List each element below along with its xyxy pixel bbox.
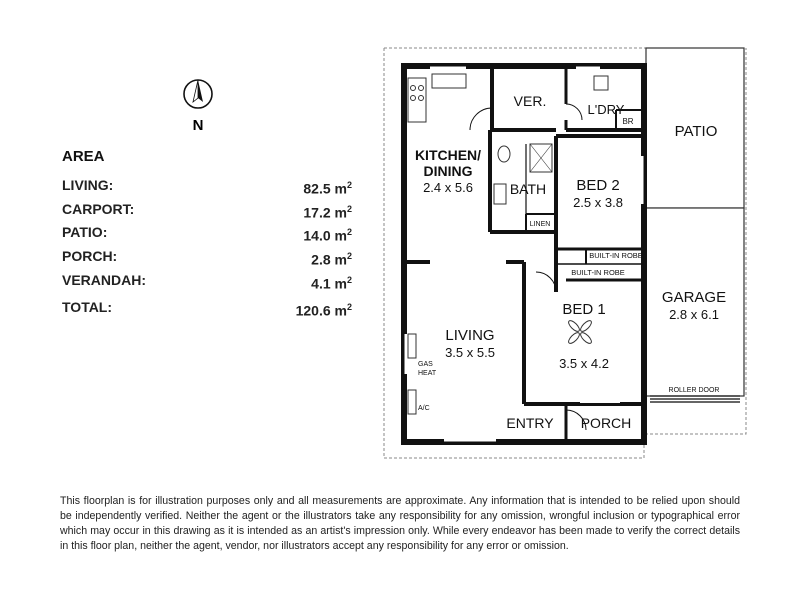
area-row-patio xyxy=(62,222,352,246)
garage-label: GARAGE xyxy=(661,289,727,306)
br-label: BR xyxy=(622,117,634,126)
disclaimer-text: This floorplan is for illustration purposes only and all measurements are approximate. Any information that is intended to be relied upon should be independently verified. Neither the agent or the illustrators take any responsibility for any omission, wrongful inclusion or typographical error which may occur in this drawing as it is intended as an artist's impression only. While every endeavor has been made to verify the correct details in this floor plan, neither the agent, vendor, nor illustrators accept any responsibility for any error or omission. xyxy=(60,495,740,552)
area-row-verandah xyxy=(62,270,352,294)
stove-icon xyxy=(408,78,426,122)
floor-plan xyxy=(380,44,750,464)
ver-label: VER. xyxy=(513,93,547,109)
area-label: TOTAL: xyxy=(62,299,113,316)
ac-label: A/C xyxy=(418,405,430,412)
toilet-icon xyxy=(498,146,510,162)
vanity-icon xyxy=(494,184,506,204)
area-label: VERANDAH: xyxy=(62,271,146,288)
north-compass xyxy=(178,76,218,136)
porch-label: PORCH xyxy=(580,415,632,431)
area-value: 4.1 $m^2$ xyxy=(311,274,352,292)
bed1-dims: 3.5 x 4.2 xyxy=(559,356,609,371)
area-label: CARPORT: xyxy=(62,200,135,217)
heat-label: HEAT xyxy=(418,370,437,377)
area-label: LIVING: xyxy=(62,177,114,193)
living-dims: 3.5 x 5.5 xyxy=(445,345,495,360)
gas-heater-icon xyxy=(408,334,416,358)
gas-label: GAS xyxy=(418,361,433,368)
north-label: N xyxy=(192,117,204,134)
area-title: AREA xyxy=(62,148,105,165)
area-summary xyxy=(62,148,352,321)
garage-dims: 2.8 x 6.1 xyxy=(669,307,719,322)
area-value: 120.6 $m^2$ xyxy=(295,302,352,319)
laundry-label: L'DRY xyxy=(587,102,625,117)
bath-label: BATH xyxy=(509,181,547,197)
ceiling-fan-icon xyxy=(567,319,593,345)
bed1-label: BED 1 xyxy=(562,301,606,318)
bed2-label: BED 2 xyxy=(576,177,620,194)
entry-label: ENTRY xyxy=(506,415,554,431)
area-value: 17.2 $m^2$ xyxy=(303,203,352,221)
area-label: PATIO: xyxy=(62,224,108,241)
living-label: LIVING xyxy=(445,327,495,344)
linen-label: LINEN xyxy=(529,221,551,228)
sink-icon xyxy=(432,74,466,88)
compass-icon xyxy=(178,76,218,136)
area-row-total xyxy=(62,297,352,321)
area-value: 14.0 $m^2$ xyxy=(303,227,352,244)
laundry-tub-icon xyxy=(594,76,608,90)
area-value: 2.8 $m^2$ xyxy=(311,250,352,268)
kitchen-label-2: DINING xyxy=(423,163,473,179)
kitchen-label-1: KITCHEN/ xyxy=(414,147,482,163)
kitchen-dims: 2.4 x 5.6 xyxy=(423,180,473,195)
ac-unit-icon xyxy=(408,390,416,414)
area-row-living xyxy=(62,175,352,199)
roller-door-label: ROLLER DOOR xyxy=(668,387,720,394)
robe-label-2: BUILT-IN ROBE xyxy=(571,268,625,277)
bed2-dims: 2.5 x 3.8 xyxy=(573,195,623,210)
area-value: 82.5 $m^2$ xyxy=(303,180,352,197)
robe-label-1: BUILT-IN ROBE xyxy=(589,251,643,260)
patio-label: PATIO xyxy=(674,123,718,140)
area-label: PORCH: xyxy=(62,247,118,264)
area-row-carport xyxy=(62,199,352,223)
area-row-porch xyxy=(62,246,352,270)
